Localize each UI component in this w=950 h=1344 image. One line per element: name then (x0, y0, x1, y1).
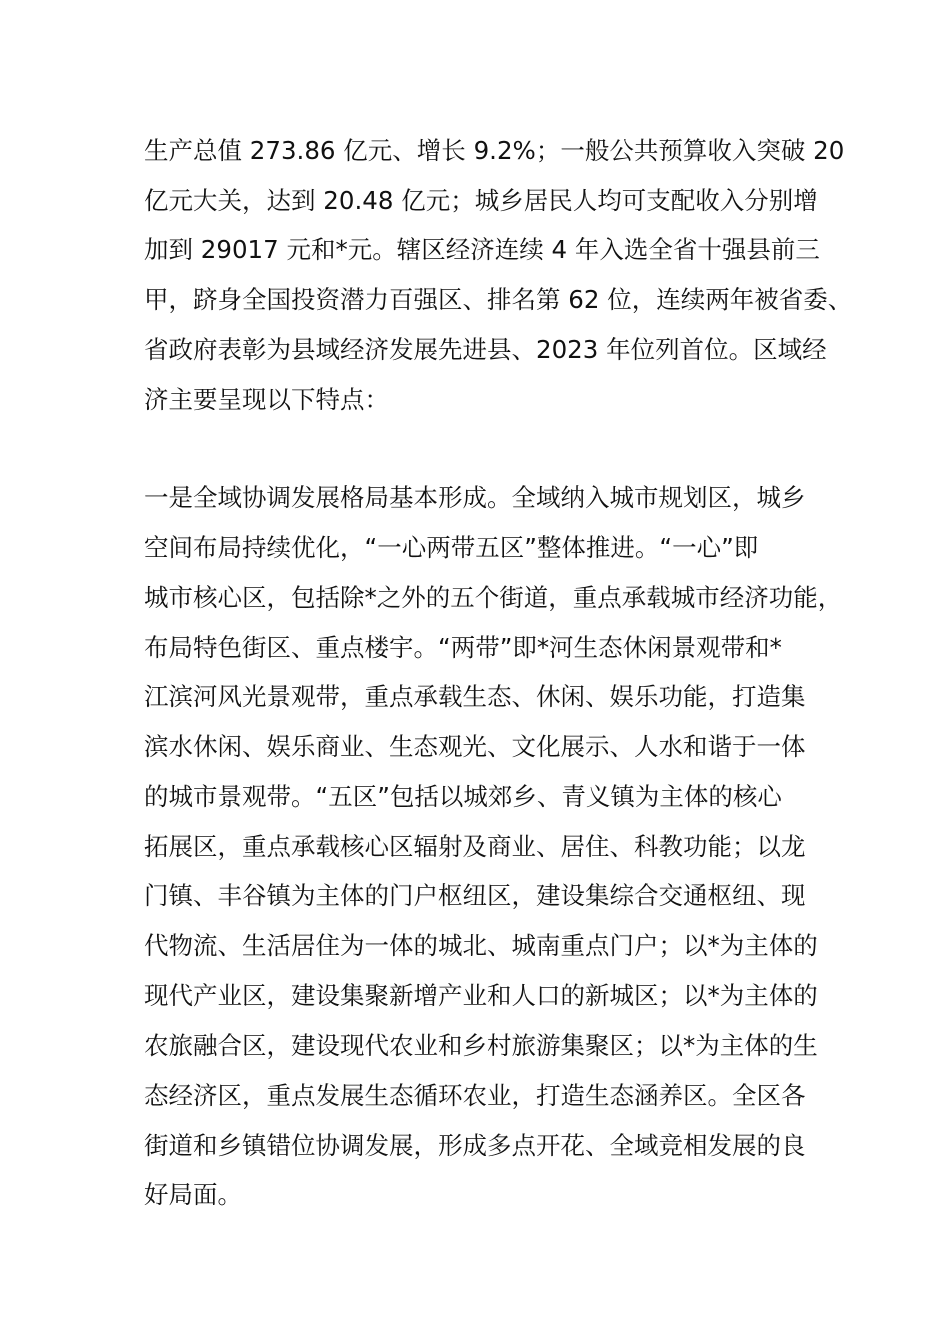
text-line: 好局面。 (144, 1180, 242, 1209)
text-line: 滨水休闲、娱乐商业、生态观光、文化展示、人水和谐于一体 (144, 732, 806, 761)
text-line: 态经济区，重点发展生态循环农业，打造生态涵养区。全区各 (144, 1081, 806, 1110)
text-line: 一是全域协调发展格局基本形成。全域纳入城市规划区，城乡 (144, 483, 806, 512)
text-line: 省政府表彰为县域经济发展先进县、2023 年位列首位。区域经 (144, 335, 827, 364)
text-line: 现代产业区，建设集聚新增产业和人口的新城区；以*为主体的 (144, 981, 818, 1010)
text-line: 门镇、丰谷镇为主体的门户枢纽区，建设集综合交通枢纽、现 (144, 881, 806, 910)
text-line: 江滨河风光景观带，重点承载生态、休闲、娱乐功能，打造集 (144, 682, 806, 711)
text-line: 生产总值 273.86 亿元、增长 9.2%；一般公共预算收入突破 20 (144, 136, 845, 165)
text-line: 加到 29017 元和*元。辖区经济连续 4 年入选全省十强县前三 (144, 235, 820, 264)
text-line: 布局特色街区、重点楼宇。“两带”即*河生态休闲景观带和* (144, 633, 782, 662)
text-line: 济主要呈现以下特点： (144, 385, 389, 414)
text-line: 城市核心区，包括除*之外的五个街道，重点承载城市经济功能， (144, 583, 843, 612)
text-line: 街道和乡镇错位协调发展，形成多点开花、全域竞相发展的良 (144, 1131, 806, 1160)
text-line: 代物流、生活居住为一体的城北、城南重点门户；以*为主体的 (144, 931, 818, 960)
text-line: 甲，跻身全国投资潜力百强区、排名第 62 位，连续两年被省委、 (144, 285, 853, 314)
text-line: 的城市景观带。“五区”包括以城郊乡、青义镇为主体的核心 (144, 782, 782, 811)
text-line: 空间布局持续优化，“一心两带五区”整体推进。“一心”即 (144, 533, 759, 562)
text-line: 农旅融合区，建设现代农业和乡村旅游集聚区；以*为主体的生 (144, 1031, 818, 1060)
text-line: 亿元大关，达到 20.48 亿元；城乡居民人均可支配收入分别增 (144, 186, 818, 215)
text-line: 拓展区，重点承载核心区辐射及商业、居住、科教功能；以龙 (144, 832, 806, 861)
